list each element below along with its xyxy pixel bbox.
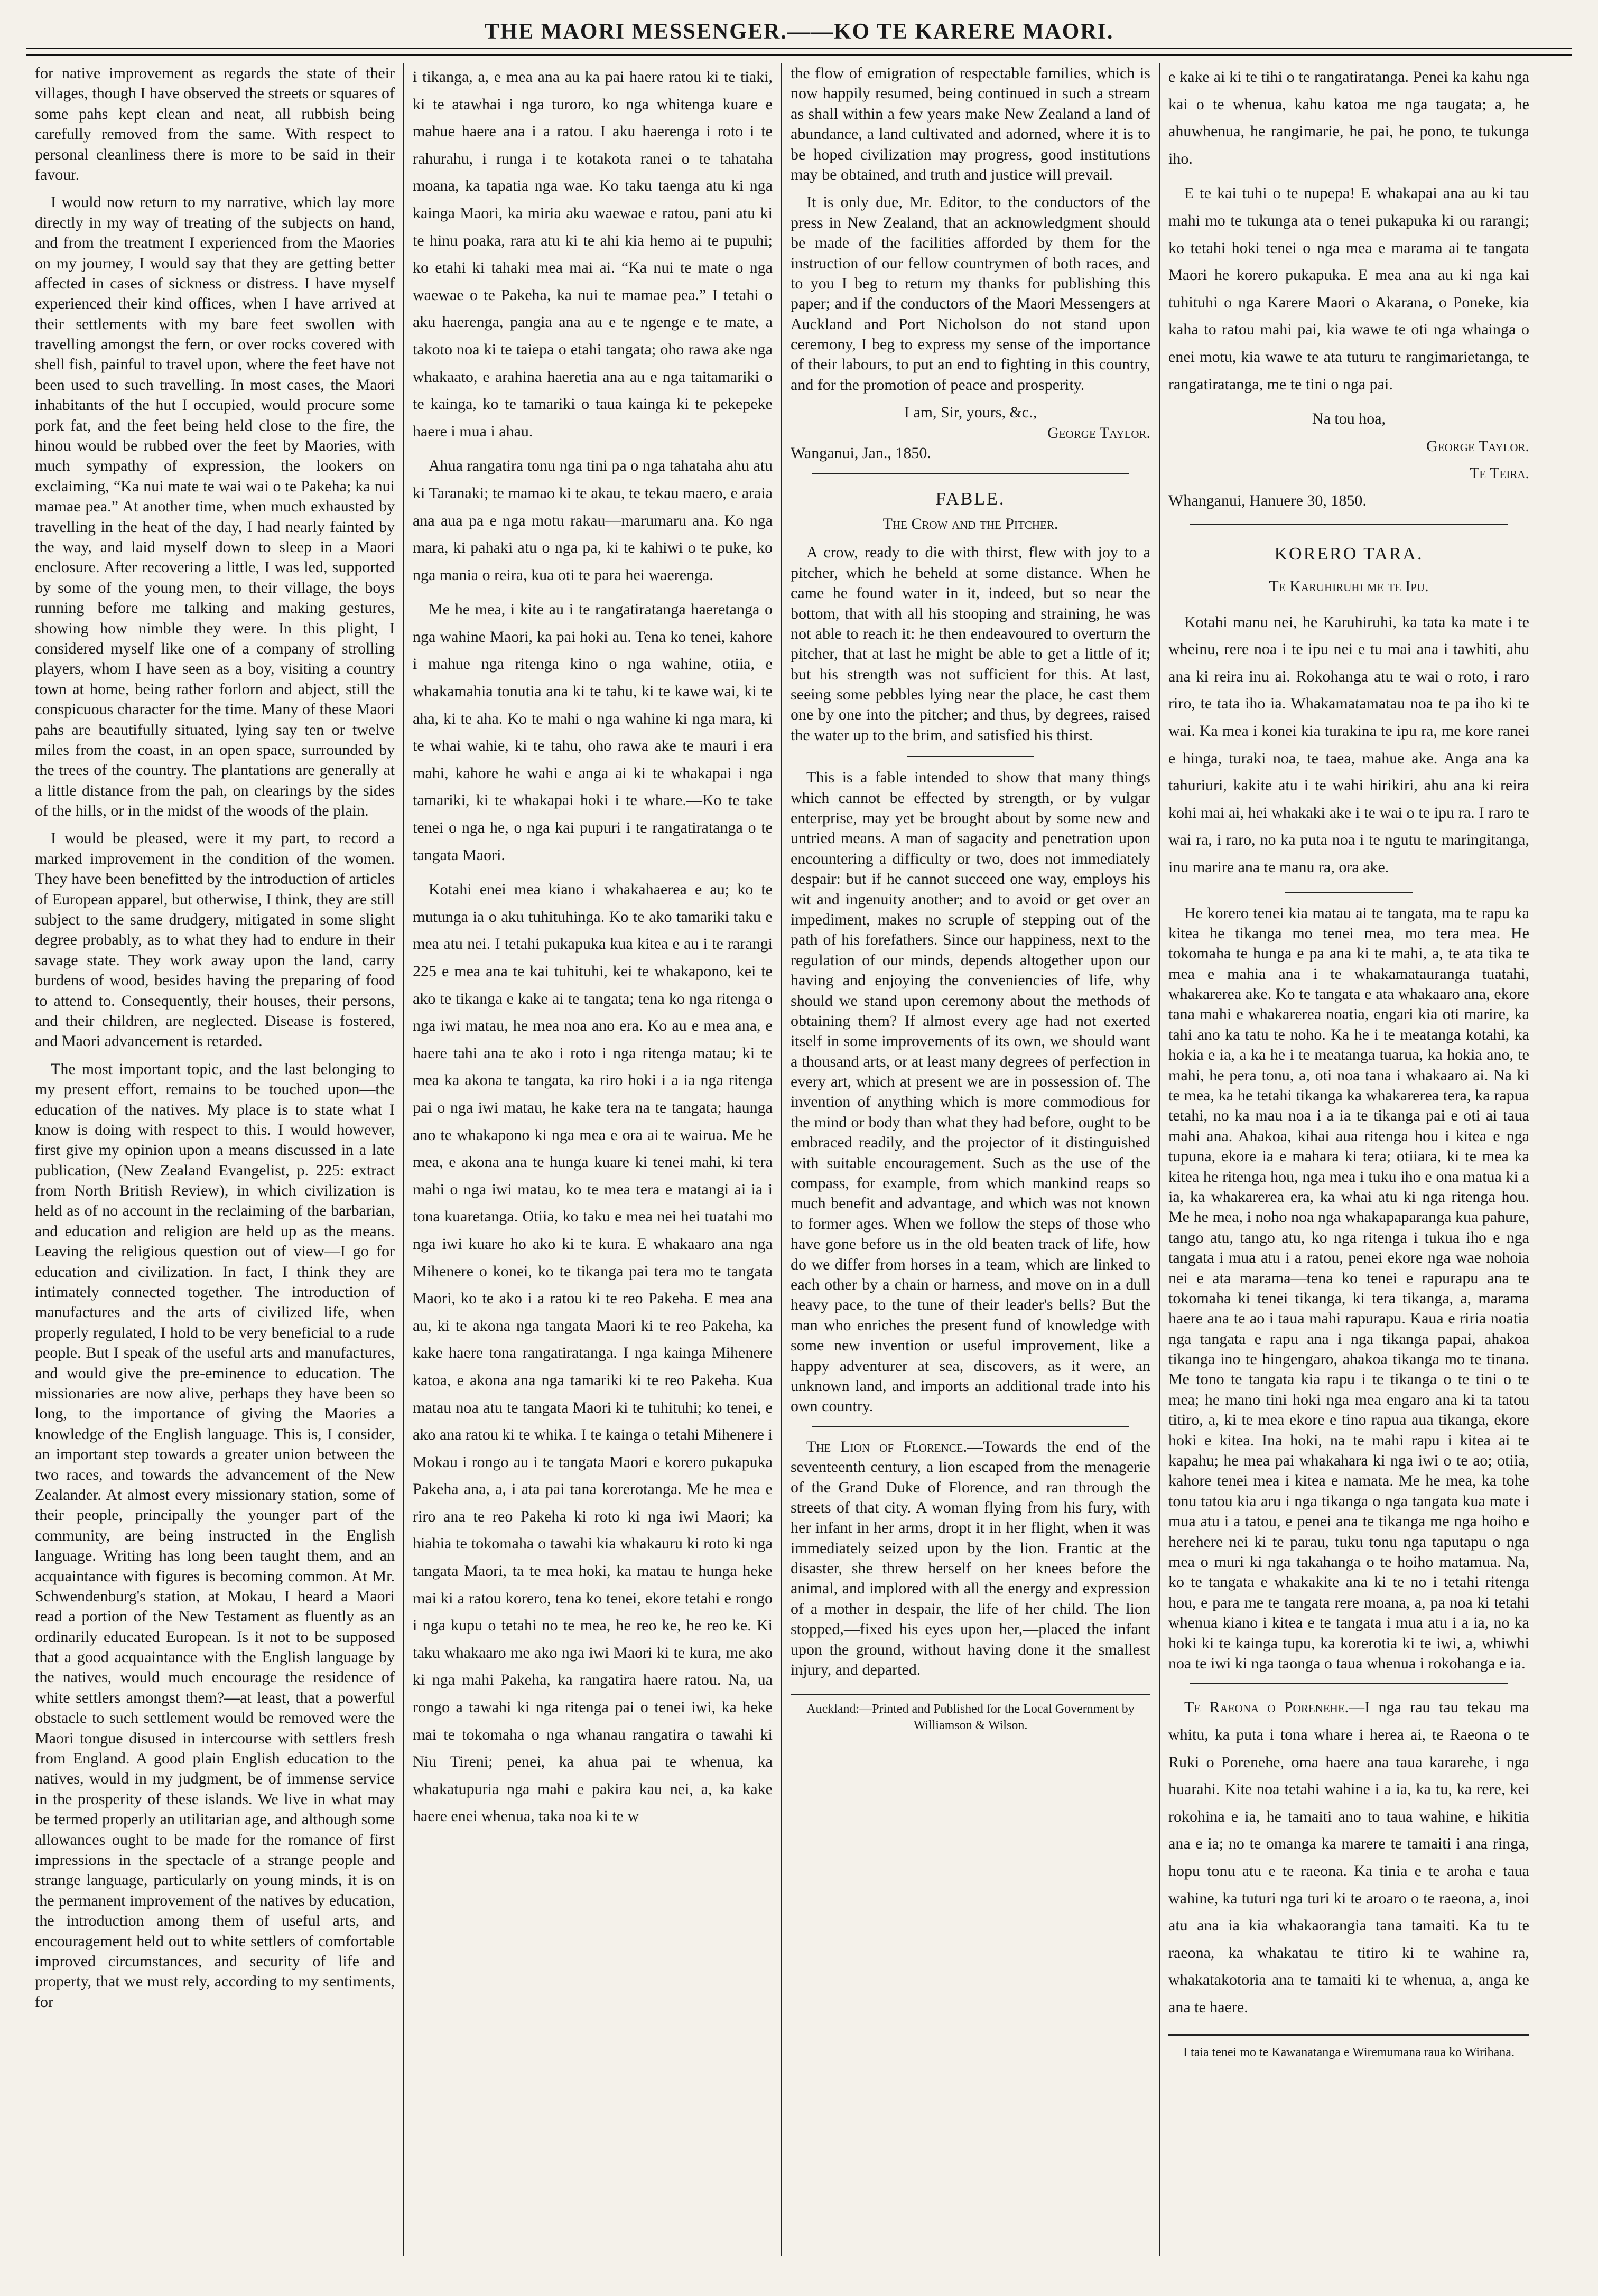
article-text: —Towards the end of the seventeenth century, a lion escaped from the menagerie of the Grand Duke of Florence, and ran through the streets of that city. A woman flying from his fury, with her infant in her arms, dropt it in her flight, when it was immediately seized upon by the lion. Frantic at the disaster, she threw herself on her knees before the animal, and implored with all the energy and expression of a mother in despair, the life of her child. The lion stopped,—fixed his eyes upon her,—placed the infant upon the ground, without having done it the smallest injury, and departed. [791,1438,1151,1679]
paragraph [1168,1694,1529,2021]
signature-block [791,403,1150,463]
divider [1190,1683,1508,1684]
closing: Na tou hoa, [1312,410,1386,428]
column-english-2 [782,63,1160,2256]
paragraph: I would be pleased, were it my part, to record a marked improvement in the condition of the women. They have been benefitted by the introduction of articles of European apparel, but otherwise, I think, they are still subject to the same drudgery, mitigated in some slight degree probably, as to what they had to endure in their savage state. They work away upon the land, carry burdens of wood, besides having the preparing of food to attend to. Consequently, their houses, their persons, and their children, are neglected. Disease is fostered, and Maori advancement is retarded. [35,829,395,1050]
place-date: Whanganui, Hanuere 30, 1850. [1168,491,1367,509]
signer: George Taylor. [1047,424,1150,442]
columns [26,63,1572,2256]
divider [812,473,1129,474]
divider [1190,524,1508,525]
section-heading: KORERO TARA. [1274,544,1424,564]
column-maori-2 [1160,63,1538,2256]
paragraph [791,1437,1150,1681]
section-subheading: The Crow and the Pitcher. [882,515,1058,533]
place-date: Wanganui, Jan., 1850. [791,444,931,462]
paragraph: He korero tenei kia matau ai te tangata, ma te rapu ka kitea he tikanga mo tenei mea, mo tera mea. He tokomaha te hunga e pa ana ki te mahi, a, te ata tika te mea e mahia ana i te whakamatauranga tuatahi, whakarerea ake. Ko te tangata e ata whakaaro ana, ekore tana mahi e whakarerea noatia, engari kia oti marire, ka tahi ano ka tatu te noho. Ka he i te meatanga kotahi, ka hokia e ia, a ka he i te meatanga tuarua, ka hokia ano, te mahi, he pera tonu, a, oti noa tana i whakaaro ai. Na ki te mea, ka he tetahi tikanga ka whakarerea tera, ka rapua tetahi, no ka mau noa i a ia te tikanga pai e oti ai taua mahi ana. Ahakoa, kihai aua ritenga hou i kitea e nga tupuna, ekore ia e mahara ki tera; otiiara, ki te mea ka kitea he ritenga hou, nga mea i tuku iho e ona matua ki a ia, ka whakarerea era, ka whai atu ki nga ritenga hou. Me he mea, i noho noa nga whakapaparanga kua pahure, tango atu, tango atu, ko nga ritenga i tukua iho e nga tangata i mua atu i a ratou, penei ekore nga wae nohoia nei e ata marama—tena ko tenei e rapurapu ana te tokomaha ki tenei tikanga, ki tera tikanga, a, marama haere ana te ao i taua mahi rapurapu. Kaua e riria noatia nga tangata e rapu ana i nga tikanga papai, ahakoa tikanga ino te hingengaro, ahakoa tikanga mo te tinana. Me tono te tangata kia rapu i te tikanga o te tini o te mea; he mano tini hoki nga mea engaro ana ki ta tatou titiro, a, ki te mea ekore e tino rapua aua tikanga, ekore hoki e kitea. Ina hoki, na te mahi rapu i kitea ai te kapahu; he mea pai whakahara ki nga iwi o te ao; otiia, kahore tenei mea i kitea e namata. Me he mea, ka tohe tonu tatou kia aru i nga tikanga o nga tangata kua mate i mua atu i a tatou, e penei ana te tikanga me nga hoiho e herehere nei ki te parau, tuku tonu nga taputapu o nga mea o muri ki nga takahanga o te hoiho matamua. Na, ko te tangata e whakakite ana ki te no i tetahi ritenga hou, e para me te tangata rere moana, a, pa noa ki tetahi whenua kiano i kitea e te tangata i mua atu i a ia, no ka hoki ki te kainga tupu, ka korerotia ki te iwi, a, whiwhi noa te iwi ki nga taonga o taua whenua i rokohanga e ia. [1168,904,1529,1672]
section-heading: FABLE. [935,489,1006,509]
article-text: —I nga rau tau tekau ma whitu, ka puta i tona whare i herea ai, te Raeona o te Ruki o Porenehe, oma haere ana taua kararehe, i nga huarahi. Kite noa tetahi wahine i a ia, ka tu, ka rere, kei rokohina e ia, he tamaiti ano to taua wahine, e hikitia ana e ia; no te omanga ka marere te tamaiti i ana ringa, hopu tonu atu e te raeona. Ka tinia e te aroha e taua wahine, ka tuturi nga turi ki te aroaro o te raeona, a, inoi atu ana ia kia whakaorangia tana tamaiti. Ka tu te raeona, ka whakatau te titiro ki te wahine ra, whakatakotoria ana te tamaiti ki te whenua, a, anga ke ana te haere. [1168,1698,1529,2016]
closing: I am, Sir, yours, &c., [904,404,1037,422]
masthead-rule [26,48,1572,56]
divider [1285,892,1413,893]
divider [907,756,1034,757]
imprint-footer: Auckland:—Printed and Published for the Local Government by Williamson & Wilson. [791,1694,1150,1733]
paragraph: This is a fable intended to show that many things which cannot be effected by strength, or by vulgar enterprise, may yet be brought about by some new and untried means. A man of sagacity and penetration upon encountering a difficulty or two, does not immediately despair: but if he cannot succeed one way, employs his wit and ingenuity another; and to avoid or get over an impediment, makes no scruple of stepping out of the path of his forefathers. Since our happiness, next to the regulation of our minds, depends altogether upon our having and enjoying the conveniencies of life, why should we stand upon ceremony about the methods of obtaining them? If almost every age had not exerted itself in some improvements of its own, we should want a thousand arts, or at least many degrees of perfection in every art, which at present we are in possession of. The invention of anything which is more commodious for the mind or body than what they had before, ought to be embraced readily, and the projector of it distinguished with suitable encouragement. Such as the use of the compass, for example, from which mankind reaps so much benefit and advantage, and which was not known to former ages. When we follow the steps of those who have gone before us in the old beaten track of life, how do we differ from horses in a team, which are linked to each other by a chain or harness, and move on in a dull heavy pace, to the tune of their leader's bells? But the man who enriches the present fund of knowledge with some new invention or useful improvement, like a happy adventurer at sea, discovers, as it were, an unknown land, and imports an additional trade into his own country. [791,769,1150,1415]
masthead: THE MAORI MESSENGER.——KO TE KARERE MAORI. [484,20,1114,44]
section-subheading: Te Karuhiruhi me te Ipu. [1269,577,1429,595]
article-lead: Te Raeona o Porenehe. [1184,1698,1349,1716]
signature-block [1168,405,1529,514]
paragraph: Me he mea, i kite au i te rangatiratanga haeretanga o nga wahine Maori, ka pai hoki au. Tena ko tenei, kahore i mahue nga ritenga kino o nga wahine, otiia, e whakamahia tonutia ana ki te tahu, ki te kawe wai, ki te aha, ki te aha. Ko te mahi o nga wahine ki nga mara, ki te whai wahie, ki te tahu, oho rawa ake te mauri i era mahi, kahore he wahi e anga ai ki te whakapai i nga tamariki, ki te whakapai hoki i te whare.—Ko te take tenei o nga he, o nga kai pupuri i te rangatiratanga o te tangata Maori. [413,601,773,864]
signer-maori: Te Teira. [1470,464,1529,482]
paragraph: i tikanga, a, e mea ana au ka pai haere ratou ki te tiaki, ki te atawhai i nga turoro, ko nga whitenga kuare e mahue haere ana i a ratou. I aku haerenga i roto i te rahurahu, i runga i te kotakota ranei o te tahataha moana, ka tapatia nga wae. Ko taku taenga atu ki nga kainga Maori, ka miria aku waewae e ratou, pani atu ki te hinu poaka, rara atu ki te ahi kia hemo ai te pupuhi; ko etahi ki tahaki mea mai ai. “Ka nui te mate o nga waewae o te Pakeha, ka nui te mamae pea.” I tetahi o aku haerenga, pangia ana au e te ngenge e te mate, a takoto noa ki te taiepa o etahi tangata; oho rawa ake nga whakaato, e arahina haeretia ana au e nga taitamariki o te kainga, ko te tamariki o taua kainga ki te pekepeke haere i mua i ahau. [413,68,773,440]
signer: George Taylor. [1426,437,1529,455]
column-maori-1 [404,63,782,2256]
paragraph: I would now return to my narrative, which lay more directly in my way of treating of the subjects on hand, and from the treatment I experienced from the Maories on my journey, I would say that they are getting better affected in cases of sickness or distress. I have myself experienced their kind offices, when I have arrived at their settlements with my bare feet swollen with travelling amongst the fern, or over rocks covered with shell fish, painful to travel upon, where the feet have not been used to such travelling. In most cases, the Maori inhabitants of the hut I occupied, would procure some pork fat, and the feet being held close to the fire, the hinou would be rubbed over the feet by Maories, with much sympathy of expression, the lookers on exclaiming, “Ka nui mate te wai wai o te Pakeha; ka nui mamae pea.” At another time, when much exhausted by travelling in the heat of the day, I had nearly fainted by the way, and laid myself down to sleep in a Maori enclosure. After recovering a little, I was led, supported by some of the young men, to their village, the boys running before me talking and making gestures, showing how nimble they were. In this plight, I considered myself like one of a company of strolling players, whom I have seen as a boy, visiting a country town at home, being rather forlorn and abject, still the conspicuous character for the time. Many of these Maori pahs are beautifully situated, lying say ten or twelve miles from the coast, in an open space, surrounded by the trees of the country. The plantations are generally at a little distance from the pah, on clearings by the sides of the hills, or in the midst of the woods of the plain. [35,193,395,820]
paragraph: for native improvement as regards the state of their villages, though I have observed the streets or squares of some pahs kept clean and neat, all rubbish being carefully removed from the same. With respect to personal cleanliness there is more to be said in their favour. [35,64,395,183]
column-english-1 [26,63,404,2256]
paragraph: A crow, ready to die with thirst, flew with joy to a pitcher, which he beheld at some distance. When he came he found water in it, indeed, but so near the bottom, that with all his stooping and straining, he was not able to reach it: he then endeavoured to overturn the pitcher, that at last he might be able to get a little of it; but his strength was not sufficient for this. At last, seeing some pebbles lying near the place, he cast them one by one into the pitcher; and thus, by degrees, raised the water up to the brim, and satisfied his thirst. [791,544,1150,744]
paragraph: Kotahi manu nei, he Karuhiruhi, ka tata ka mate i te wheinu, rere noa i te ipu nei e tu mai ana i tawhiti, ahu ana ki reira inu ai. Rokohanga atu te wai o roto, i raro riro, te tata iho ia. Whakamatamatau noa te pa iho ki te wai. Ka mea i konei kia turakina te ipu ra, me kore ranei e hinga, turaki noa, te taea, mahue ake. Anga ana ka tahuriuri, kakite atu i te wahi hirikiri, ahu ana ki reira kohi mai ai, hei whakaki ake i te wai o te ipu ra. I raro te wai ra, i raro, no ka puta noa i te ngutu te maringitanga, inu marire ana te manu ra, ora ake. [1168,613,1529,876]
imprint-footer: I taia tenei mo te Kawanatanga e Wiremumana raua ko Wirihana. [1168,2034,1529,2064]
article-lead: The Lion of Florence. [806,1438,968,1455]
paragraph: the flow of emigration of respectable families, which is now happily resumed, being continued in such a stream as shall within a few years make New Zealand a land of abundance, a land cultivated and adorned, where it is to be hoped civilization may progress, good institutions may be obtained, and truth and justice will prevail. [791,64,1150,183]
divider [812,1426,1129,1427]
paragraph: Kotahi enei mea kiano i whakahaerea e au; ko te mutunga ia o aku tuhituhinga. Ko te ako tamariki taku e mea atu nei. I tetahi pukapuka kua kitea e au i te rarangi 225 e mea ana te kai tuhituhi, kei te whakapono, kei te ako te tikanga e kake ai te tangata; tena ko nga ritenga o nga iwi matau, he mea noa ano era. Ko au e mea ana, e haere tahi ana te ako i roto i nga ritenga matau; ki te mea ka akona te tangata, ka riro hoki i a ia nga ritenga pai o nga iwi matau, he kake tera na te tangata; haunga ano te whakapono ki nga mea e ora ai te wairua. Me he mea, e akona ana te hunga kuare ki tenei mahi, ki tera mahi o nga iwi matau, ko te mea tera e matangi ai ia i tona kuaretanga. Otiia, ko taku e mea nei hei tuatahi mo nga iwi kuare ho ako ki te kura. E whakaaro ana nga Mihenere o konei, ko te tikanga pai tera mo te tangata Maori, ko te ako i a ratou ki te reo Pakeha. E mea ana au, ki te akona nga tangata Maori ki te reo Pakeha, ka kake haere tona rangatiratanga. I nga kainga Mihenere katoa, e akona ana nga tamariki ki te reo Pakeha. Kua matau noa atu te tangata Maori ki te tuhituhi; ko tenei, e ako ana ratou ki te whika. I te kainga o tetahi Mihenere i Mokau i rongo au i te tangata Maori e korero pukapuka Pakeha ana, a, i ata pai tana korerotanga. Me he mea e riro ana te reo Pakeha ki roto ki nga iwi Maori; ka hiahia te tokomaha o tawahi kia whakauru ki roto ki nga tangata Maori, ta te mea hoki, ka matau te hunga heke mai ki a ratou korero, tena ko tenei, ekore tetahi e rongo i nga kupu o tetahi no te mea, he reo ke, he reo ke. Ki taku whakaaro me ako nga iwi Maori ki te kura, me ako ki nga mahi Pakeha, ka rangatira haere ratou. Na, ua rongo a tawahi ki nga ritenga pai o tenei iwi, ka heke mai te tokomaha o nga whanau rangatira o tawahi ki Niu Tireni; penei, ka ahua pai te whenua, ka whakatupuria nga mahi e pakira kau nei, a, ka kake haere enei whenua, taka noa ki te w [413,881,773,1825]
paragraph: It is only due, Mr. Editor, to the conductors of the press in New Zealand, that an acknowledgment should be made of the facilities afforded by them for the instruction of our fellow countrymen of both races, and to you I beg to return my thanks for publishing this paper; and if the conductors of the Maori Messengers at Auckland and Port Nicholson do not stand upon ceremony, I beg to express my sense of the importance of their labours, to put an end to fighting in this country, and for the promotion of peace and prosperity. [791,193,1150,394]
paragraph: e kake ai ki te tihi o te rangatiratanga. Penei ka kahu nga kai o te whenua, kahu katoa me nga taugata; a, he ahuwhenua, he rangimarie, he pai, he pono, te tukunga iho. [1168,68,1529,167]
paragraph: The most important topic, and the last belonging to my present effort, remains to be touched upon—the education of the natives. My place is to state what I know is doing with respect to this. I would however, first give my opinion upon a means discussed in a late publication, (New Zealand Evangelist, p. 225: extract from North British Review), in which civilization is held as of no account in the reclaiming of the barbarian, and education and religion are held up as the means. Leaving the religious question out of view—I go for education and civilization. In fact, I think they are intimately connected together. The introduction of manufactures and the arts of civilized life, when properly regulated, I hold to be very beneficial to a rude people. But I speak of the useful arts and manufactures, and would give the pre-eminence to education. The missionaries are now alive, perhaps they have been so long, to the importance of giving the Maories a knowledge of the English language. This is, I consider, an important step towards a greater union between the two races, and towards the advancement of the New Zealander. At almost every missionary station, some of their people, principally the younger part of the community, are being instructed in the English language. Writing has long been taught them, and an acquaintance with figures is becoming common. At Mr. Schwendenburg's station, at Mokau, I heard a Maori read a portion of the New Testament as fluently as an ordinarily educated European. Is it not to be supposed that a good acquaintance with the English language by the natives, would much encourage the residence of white settlers amongst them?—at least, that a powerful obstacle to such settlement would be removed were the Maori tongue disused in intercourse with settlers fresh from England. A good plain English education to the natives, would in my judgment, be of immense service in the prosperity of these islands. We live in what may be termed properly an utilitarian age, and although some allowances ought to be made for the romance of first impressions in the spectacle of a strange people and strange language, particularly on young minds, it is on the permanent improvement of the natives by education, the introduction among them of useful arts, and encouragement held out to white settlers of comfortable improved circumstances, and security of life and property, that we must rely, according to my sentiments, for [35,1060,395,2011]
paragraph: E te kai tuhi o te nupepa! E whakapai ana au ki tau mahi mo te tukunga ata o tenei pukapuka ki ou rarangi; ko tetahi hoki tenei o nga mea e marama ai te tangata Maori he korero pukapuka. E mea ana au ki nga kai tuhituhi o nga Karere Maori o Akarana, o Poneke, kia kaha to ratou mahi pai, kia wawe te oti nga whainga o enei motu, kia wawe te ata tuturu te rangimarietanga, te rangatiratanga, me te tini o nga pai. [1168,184,1529,393]
paragraph: Ahua rangatira tonu nga tini pa o nga tahataha ahu atu ki Taranaki; te mamao ki te akau, te tekau maero, e araia ana aua pa e nga motu rakau—marumaru ana. Ko nga mara, ki pahaki atu o nga pa, ki te kahiwi o te puke, ko nga mania o reira, kua oti te para hei waerenga. [413,457,773,584]
